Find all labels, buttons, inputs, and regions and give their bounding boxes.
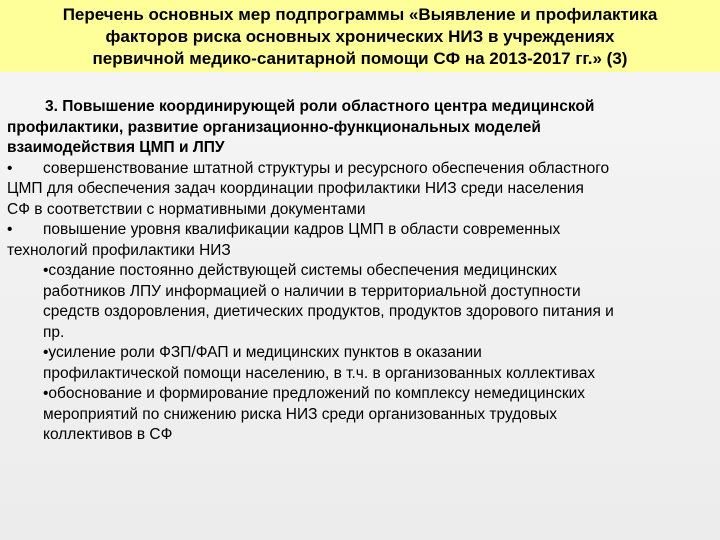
bullet-text-line: повышение уровня квалификации кадров ЦМП в области современных [43,221,561,238]
bullet-marker: • [7,159,13,177]
section-heading-line: взаимодействия ЦМП и ЛПУ [7,139,225,156]
bullet-text-line: ЦМП для обеспечения задач координации профилактики НИЗ среди населения [7,180,584,197]
bullet-text-line: СФ в соответствии с нормативными документами [7,200,366,218]
slide-title-line: Перечень основных мер подпрограммы «Выявление и профилактика [62,5,658,24]
bullet-text-line: совершенствование штатной структуры и ресурсного обеспечения областного [43,159,610,177]
sub-bullet-line: средств оздоровления, диетических продуктов, продуктов здорового питания и [43,303,614,320]
sub-bullet-line: •обоснование и формирование предложений по комплексу немедицинских [43,385,586,402]
slide-title-line: факторов риска основных хронических НИЗ в учреждениях [105,27,615,46]
bullet-marker: • [7,221,13,238]
bullet-item [7,159,715,180]
section-heading-line: профилактики, развитие организационно-функциональных моделей [7,118,541,136]
sub-bullet-line: пр. [43,323,65,341]
bullet-item [7,220,715,241]
sub-bullet-line: работников ЛПУ информацией о наличии в территориальной доступности [43,282,581,300]
bullet-text-line: технологий профилактики НИЗ [7,241,231,259]
title-band [0,0,720,72]
section-heading-line: 3. Повышение координирующей роли областного центра медицинской [45,98,595,115]
sub-bullet-line: коллективов в СФ [43,426,173,443]
slide-title-line: первичной медико-санитарной помощи СФ на 2013-2017 гг.» (3) [92,49,628,68]
sub-bullet-line: профилактической помощи населению, в т.ч. в организованных коллективах [43,364,596,382]
sub-bullet-line: •создание постоянно действующей системы обеспечения медицинских [43,262,558,279]
slide-body [7,97,715,446]
sub-bullet-line: мероприятий по снижению риска НИЗ среди организованных трудовых [43,405,557,423]
sub-bullet-line: •усиление роли ФЗП/ФАП и медицинских пунктов в оказании [43,344,482,361]
